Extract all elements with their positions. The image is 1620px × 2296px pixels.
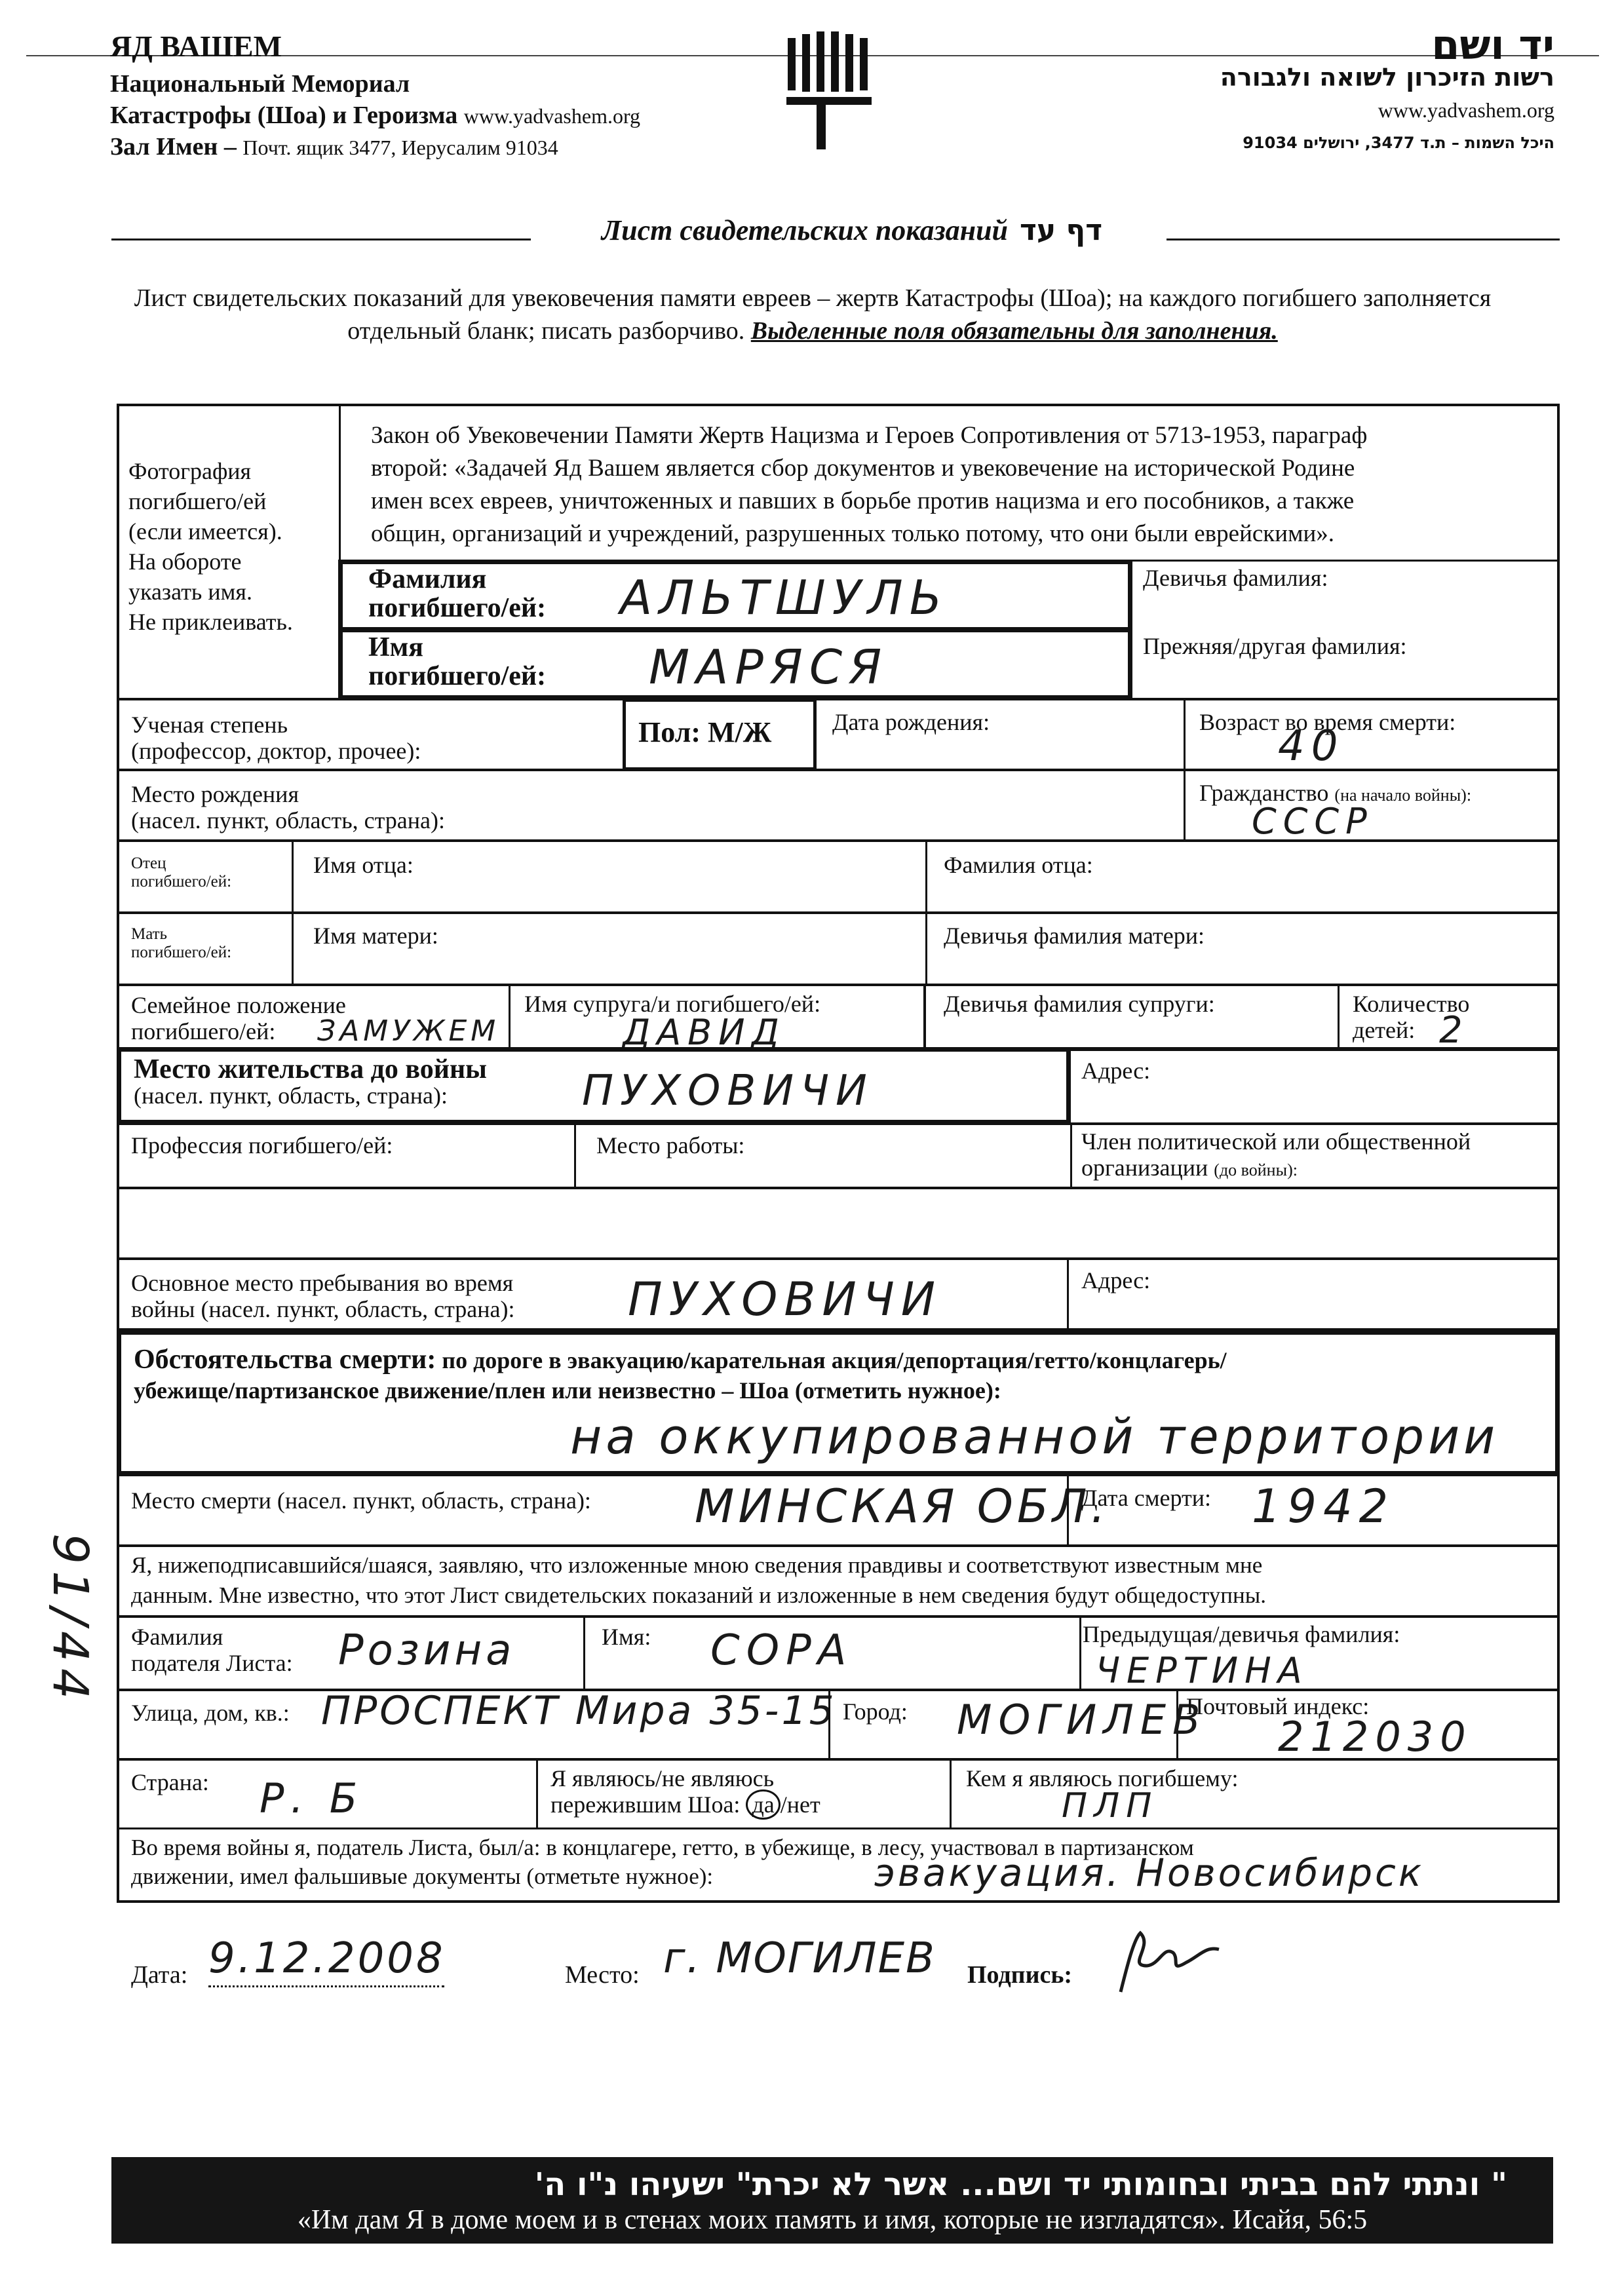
birthplace-label: Место рождения (насел. пункт, область, страна): — [131, 781, 446, 833]
death-date-value[interactable]: 1942 — [1252, 1480, 1395, 1533]
header-line3: Зал Имен – Почт. ящик 3477, Иерусалим 91034 — [110, 133, 558, 161]
spouse-value[interactable]: ДАВИД — [623, 1012, 786, 1053]
citizenship-value[interactable]: СССР — [1252, 801, 1374, 842]
header-line2: Катастрофы (Шоа) и Героизма www.yadvashem.org — [110, 102, 641, 129]
submitter-surname-label: Фамилия подателя Листа: — [131, 1624, 293, 1676]
title-rule-right — [1167, 239, 1560, 240]
relation-label: Кем я являюсь погибшему: — [966, 1765, 1239, 1791]
date-line — [208, 1985, 444, 1987]
footer-quote-band — [111, 2157, 1553, 2244]
profession-label: Профессия погибшего/ей: — [131, 1132, 393, 1158]
intro-text: Лист свидетельских показаний для увековечения памяти евреев – жертв Катастрофы (Шоа); на каждого погибшего заполняется отдельный бланк; писать разборчиво. Выделенные поля обязательны для заполнения. — [134, 284, 1492, 345]
children-label: Количество детей: — [1353, 991, 1470, 1043]
gender-label: Пол: М/Ж — [638, 716, 772, 748]
mother-maiden-label: Девичья фамилия матери: — [944, 923, 1205, 949]
relation-value[interactable]: ПЛП — [1062, 1786, 1159, 1826]
postal-value[interactable]: 212030 — [1278, 1713, 1473, 1761]
place-value[interactable]: г. МОГИЛЕВ — [663, 1934, 936, 1983]
street-label: Улица, дом, кв.: — [131, 1700, 290, 1726]
survivor-label: Я являюсь/не являюсь пережившим Шоа: да /нет — [550, 1765, 820, 1818]
org-sub-he: רשות הזיכרון לשואה ולגבורה — [1220, 63, 1554, 92]
street-value[interactable]: ПРОСПЕКТ Мира 35-15 — [321, 1688, 837, 1734]
submitter-name-value[interactable]: СОРА — [710, 1626, 853, 1675]
marital-label: Семейное положение погибшего/ей: — [131, 992, 346, 1044]
survivor-yes[interactable]: да — [746, 1789, 780, 1820]
law-text: Закон об Увековечении Памяти Жертв Нацизма и Героев Сопротивления от 5713-1953, параграф второй: «Задачей Яд Вашем является сбор документов и увековечение на исторической Родине имен всех евреев, уничтоженных и павших в борьбе против нацизма и его пособников, а также общин, организаций и учреждений, разрушенных только потому, что они были еврейскими». — [371, 422, 1368, 547]
father-surname-label: Фамилия отца: — [944, 852, 1093, 878]
title-rule-left — [111, 239, 531, 240]
yad-vashem-logo — [780, 31, 878, 156]
place-label: Место: — [565, 1961, 640, 1989]
org-web-he: www.yadvashem.org — [1378, 98, 1554, 122]
survivor-no[interactable]: нет — [786, 1791, 820, 1818]
blank-row[interactable] — [117, 1187, 1560, 1259]
org-name-ru: ЯД ВАШЕМ — [110, 29, 282, 63]
footer-quote-ru: «Им дам Я в доме моем и в стенах моих память и имя, которые не изгладятся». Исайя, 56:5 — [297, 2205, 1368, 2235]
address2-label: Адрес: — [1081, 1267, 1151, 1293]
name-label: Имя погибшего/ей: — [368, 632, 547, 691]
father-label: Отец погибшего/ей: — [131, 854, 232, 890]
circumstances-value[interactable]: на оккупированной территории — [570, 1409, 1499, 1465]
margin-note: 91/44 — [42, 1533, 98, 1706]
death-place-value[interactable]: МИНСКАЯ ОБЛ. — [695, 1480, 1109, 1533]
marital-value[interactable]: ЗАМУЖЕМ — [317, 1014, 500, 1048]
submitter-name-label: Имя: — [602, 1624, 651, 1650]
age-label: Возраст во время смерти: — [1199, 709, 1456, 735]
submitter-prev-value[interactable]: ЧЕРТИНА — [1096, 1650, 1309, 1691]
residence-label: Место жительства до войны (насел. пункт, область, страна): — [134, 1054, 487, 1109]
postal-label: Почтовый индекс: — [1186, 1693, 1370, 1719]
surname-value[interactable]: АЛЬТШУЛЬ — [620, 570, 949, 625]
city-value[interactable]: МОГИЛЕВ — [957, 1696, 1207, 1744]
prev-surname-label: Прежняя/другая фамилия: — [1143, 633, 1407, 659]
maiden-cell — [1128, 560, 1560, 700]
country-value[interactable]: Р. Б — [260, 1774, 364, 1822]
submitter-wartime-value[interactable]: эвакуация. Новосибирск — [874, 1850, 1424, 1895]
spouse-maiden-label: Девичья фамилия супруги: — [944, 991, 1215, 1017]
dob-label: Дата рождения: — [832, 709, 990, 735]
workplace-label: Место работы: — [596, 1132, 745, 1158]
submitter-prev-label: Предыдущая/девичья фамилия: — [1083, 1621, 1400, 1647]
wartime-label: Основное место пребывания во время войны (насел. пункт, область, страна): — [131, 1270, 515, 1322]
submitter-wartime-label: Во время войны я, податель Листа, был/а: в концлагере, гетто, в убежище, в лесу, участвовал в партизанском движении, имел фальшивые документы (отметьте нужное): — [131, 1835, 1194, 1889]
org-address-he: היכל השמות – ת.ד 3477, ירושלים 91034 — [1243, 134, 1554, 152]
country-label: Страна: — [131, 1769, 209, 1795]
death-date-label: Дата смерти: — [1081, 1485, 1212, 1511]
maiden-label: Девичья фамилия: — [1143, 565, 1328, 591]
date-value[interactable]: 9.12.2008 — [208, 1934, 446, 1983]
mother-label: Мать погибшего/ей: — [131, 925, 232, 961]
footer-quote-he: " ונתתי להם בביתי ובחומותי יד ושם... אשר לא יכרת" ישעיהו נ"ו ה' — [534, 2166, 1507, 2203]
signature-label: Подпись: — [967, 1961, 1073, 1989]
surname-label: Фамилия погибшего/ей: — [368, 564, 547, 623]
member-label: Член политической или общественной организации (до войны): — [1081, 1128, 1471, 1181]
header-line1: Национальный Мемориал — [110, 70, 410, 98]
circumstances-label: Обстоятельства смерти: по дороге в эвакуацию/карательная акция/депортация/гетто/концлагерь/ убежище/партизанское движение/плен или неизвестно – Шоа (отметить нужное): — [134, 1345, 1227, 1404]
form-title: Лист свидетельских показаний דף עד — [601, 214, 1103, 247]
mother-name-label: Имя матери: — [313, 923, 438, 949]
date-label: Дата: — [131, 1961, 188, 1989]
death-place-label: Место смерти (насел. пункт, область, страна): — [131, 1487, 591, 1514]
degree-label: Ученая степень (профессор, доктор, прочее): — [131, 712, 421, 764]
children-value[interactable]: 2 — [1439, 1009, 1469, 1052]
name-value[interactable]: МАРЯСЯ — [649, 640, 889, 695]
declaration-text: Я, нижеподписавшийся/шаяся, заявляю, что изложенные мною сведения правдивы и соответствуют известным мне данным. Мне известно, что этот Лист свидетельских показаний и изложенные в нем сведения будут общедоступны. — [131, 1552, 1266, 1608]
city-label: Город: — [843, 1698, 908, 1725]
photo-label: Фотография погибшего/ей (если имеется). На обороте указать имя. Не приклеивать. — [128, 458, 293, 635]
citizenship-label: Гражданство (на начало войны): — [1199, 780, 1472, 806]
address-label: Адрес: — [1081, 1058, 1151, 1084]
submitter-surname-value[interactable]: Розина — [338, 1626, 516, 1675]
spouse-label: Имя супруга/и погибшего/ей: — [524, 991, 821, 1017]
residence-value[interactable]: ПУХОВИЧИ — [582, 1067, 874, 1115]
org-name-he: יד ושם — [1431, 21, 1554, 69]
age-value[interactable]: 40 — [1278, 722, 1345, 771]
father-name-label: Имя отца: — [313, 852, 414, 878]
signature-mark[interactable] — [1108, 1926, 1265, 1999]
wartime-value[interactable]: ПУХОВИЧИ — [628, 1272, 942, 1326]
